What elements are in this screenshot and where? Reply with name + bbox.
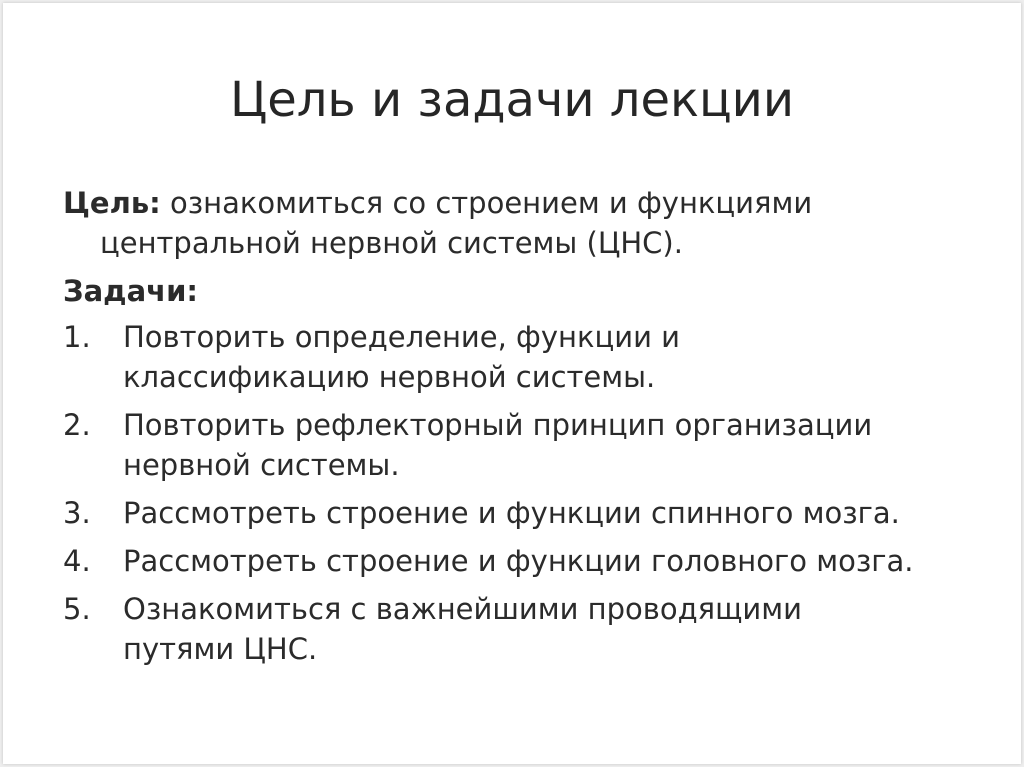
goal-label: Цель: [63, 186, 161, 220]
task-item [63, 493, 1003, 533]
goal-text-1: ознакомиться со строением и функциями [169, 186, 813, 220]
goal-paragraph [63, 183, 963, 263]
task-text: Рассмотреть строение и функции головного мозга. [123, 544, 914, 578]
task-number: 5. [63, 592, 91, 626]
goal-line-1 [63, 183, 963, 223]
task-text: Повторить рефлекторный принцип организации [123, 408, 873, 442]
task-item [63, 541, 1003, 581]
goal-text-2: центральной нервной системы (ЦНС). [100, 226, 683, 260]
task-number: 3. [63, 496, 91, 530]
task-item [63, 589, 1003, 669]
tasks-list [63, 317, 1003, 677]
task-text: Ознакомиться с важнейшими проводящими [123, 592, 803, 626]
task-number: 2. [63, 408, 91, 442]
tasks-heading: Задачи: [63, 274, 198, 308]
task-text: нервной системы. [123, 448, 400, 482]
task-text: Рассмотреть строение и функции спинного мозга. [123, 496, 900, 530]
slide-title: Цель и задачи лекции [229, 72, 795, 128]
slide [3, 3, 1021, 764]
task-number: 1. [63, 320, 91, 354]
task-text: классификацию нервной системы. [123, 360, 656, 394]
task-text: Повторить определение, функции и [123, 320, 680, 354]
task-number: 4. [63, 544, 91, 578]
task-item [63, 405, 1003, 485]
task-text: путями ЦНС. [123, 632, 318, 666]
task-item [63, 317, 1003, 397]
